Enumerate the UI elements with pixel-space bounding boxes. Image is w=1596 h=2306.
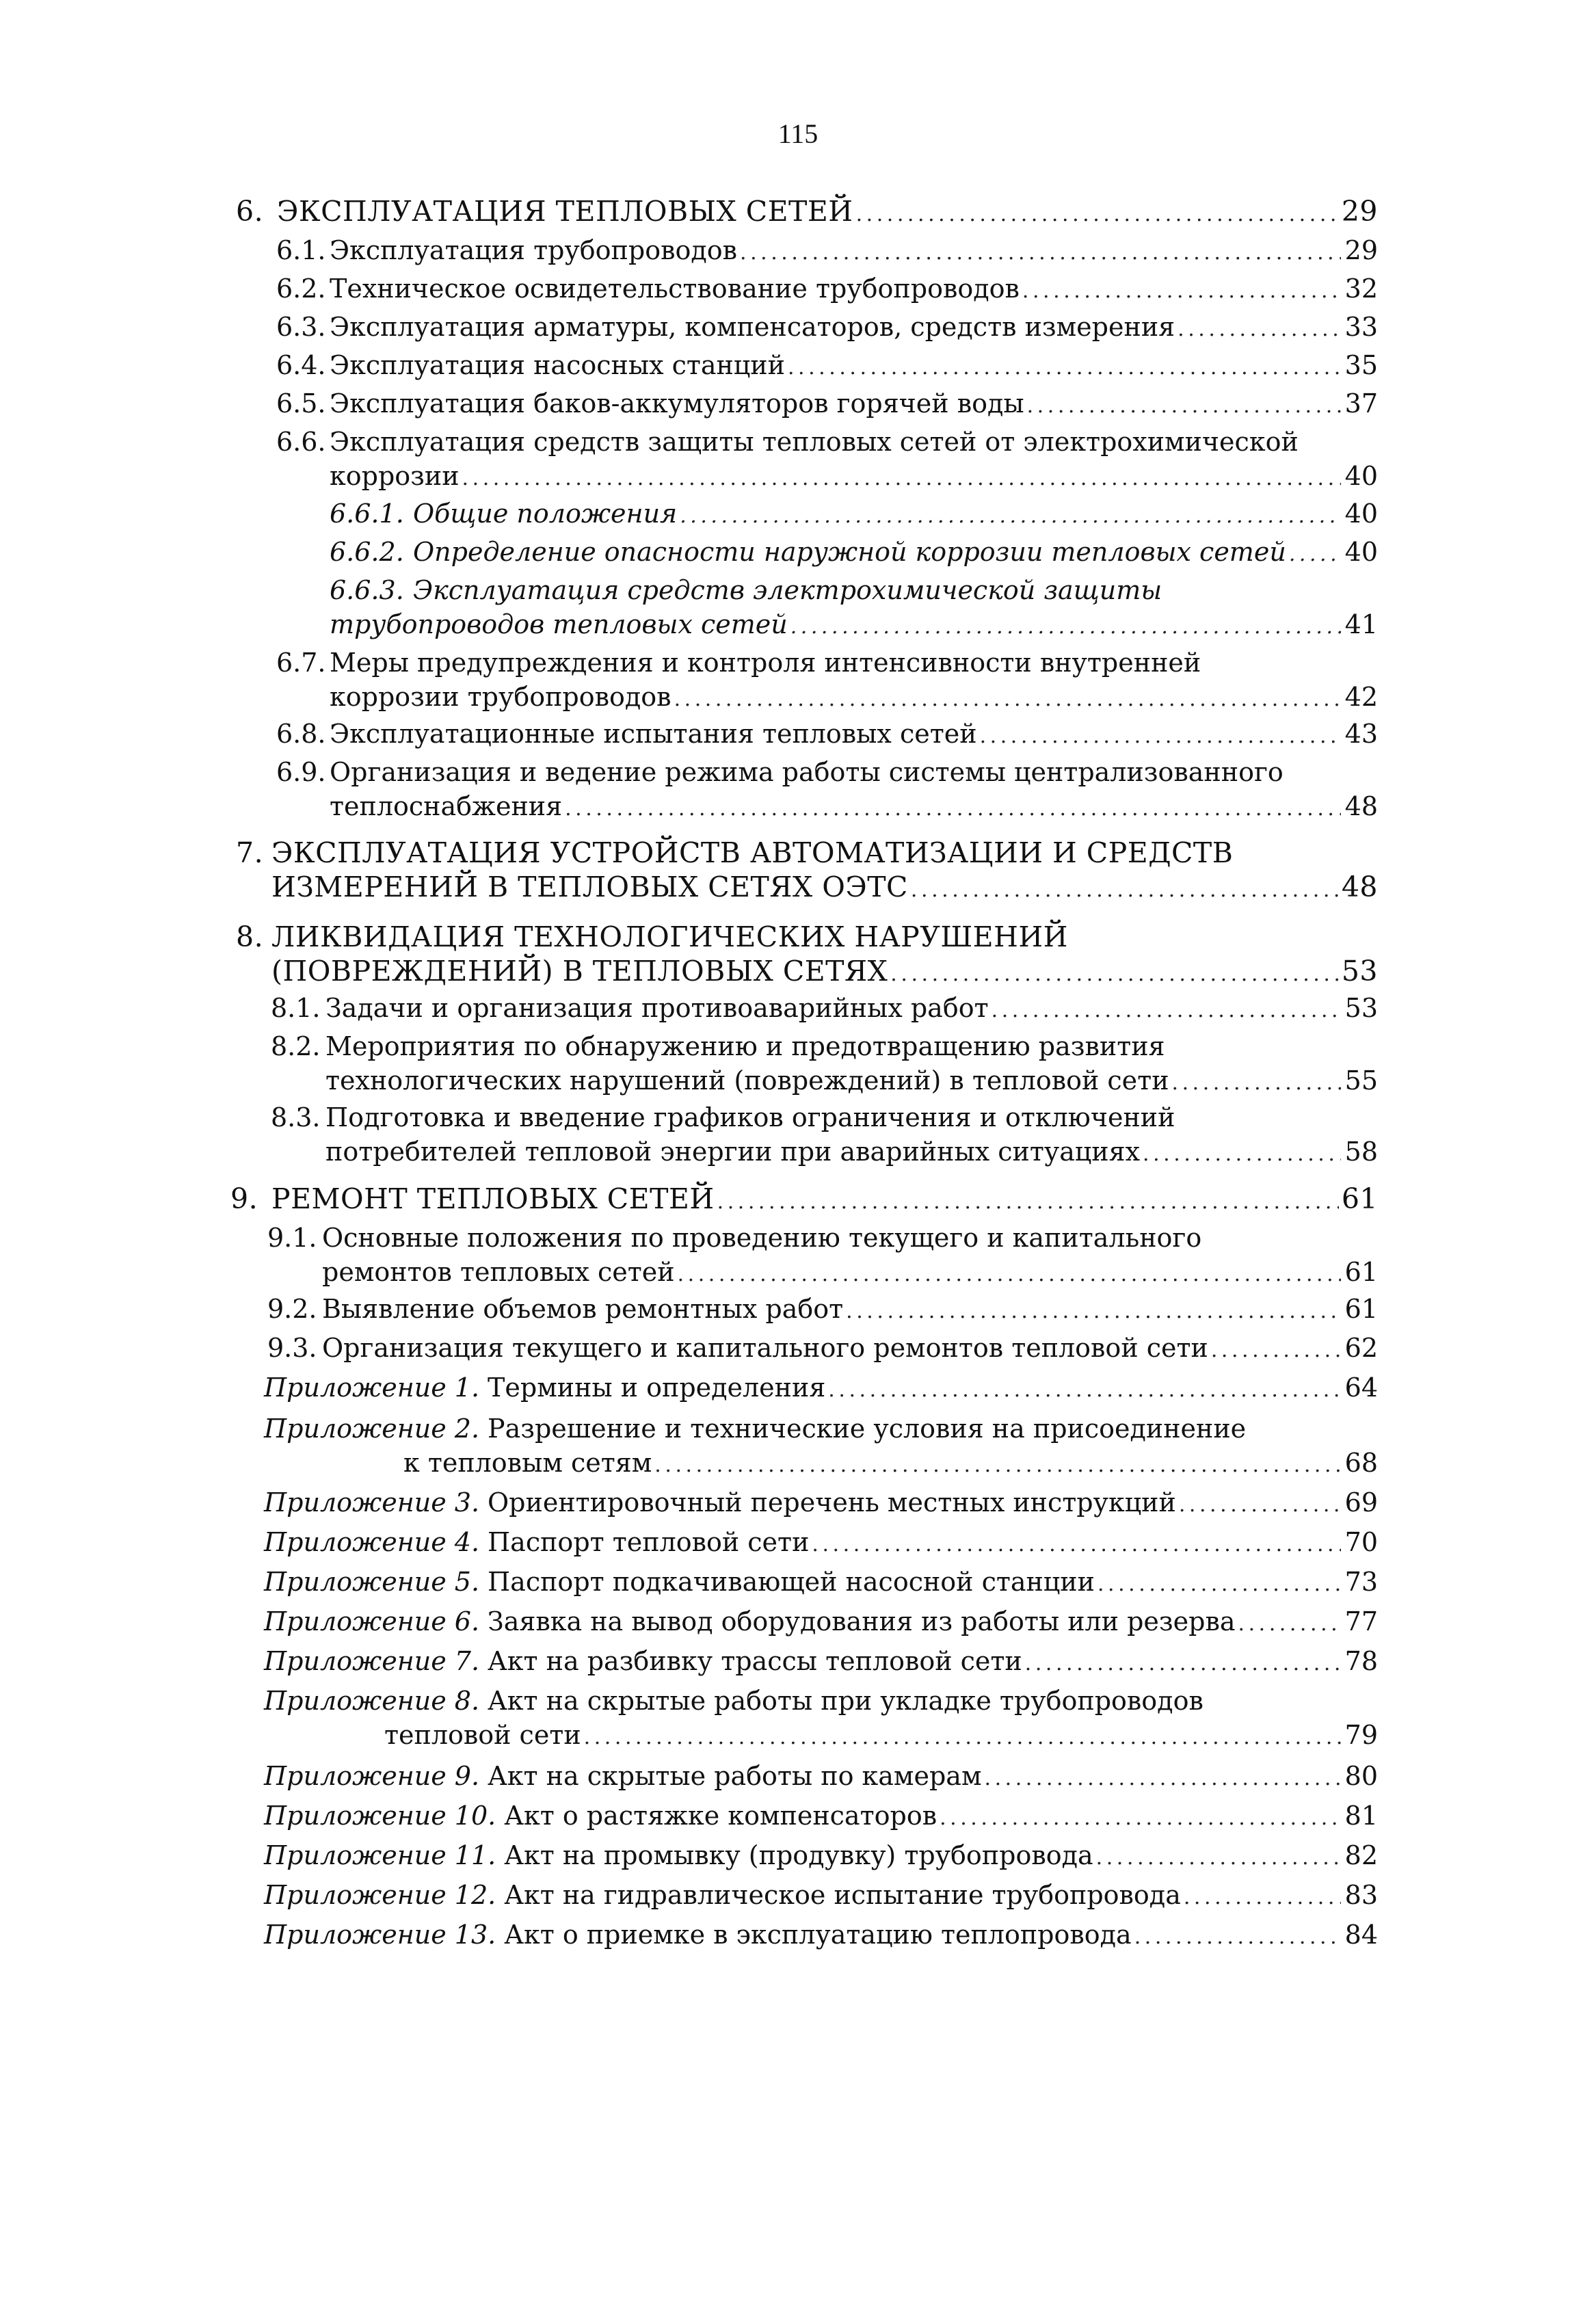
- item-number: 6.6.3.: [330, 575, 404, 605]
- dot-leader: [790, 610, 1341, 644]
- chapter-title-line1: ЭКСПЛУАТАЦИЯ УСТРОЙСТВ АВТОМАТИЗАЦИИ И СРЕДСТВ: [271, 836, 1234, 869]
- page-ref: 42: [1344, 682, 1378, 712]
- dot-leader: [584, 1721, 1341, 1755]
- page-ref: 69: [1344, 1487, 1378, 1518]
- item-number: 8.1.: [271, 993, 321, 1023]
- toc-appendix-9[interactable]: [264, 1759, 1378, 1796]
- item-title: Эксплуатация насосных станций: [330, 350, 785, 380]
- dot-leader: [674, 682, 1341, 717]
- item-title-line1: Основные положения по проведению текущего и капитального: [322, 1223, 1202, 1253]
- item-title: ремонтов тепловых сетей: [322, 1257, 675, 1287]
- toc-item-6-3[interactable]: [276, 310, 1378, 347]
- page-ref: 79: [1344, 1720, 1378, 1750]
- toc-appendix-13[interactable]: [264, 1918, 1378, 1954]
- item-title-line1: Организация и ведение режима работы системы централизованного: [330, 757, 1284, 787]
- dot-leader: [846, 1295, 1341, 1329]
- page-ref: 64: [1344, 1373, 1378, 1403]
- item-title: коррозии трубопроводов: [330, 682, 671, 712]
- dot-leader: [1238, 1607, 1342, 1641]
- toc-appendix-5[interactable]: [264, 1565, 1378, 1602]
- appendix-label: Приложение 3.: [264, 1487, 480, 1518]
- page-ref: 32: [1344, 274, 1378, 304]
- chapter-number: 6.: [236, 195, 264, 228]
- page-ref: 73: [1344, 1567, 1378, 1597]
- page-ref: 48: [1341, 871, 1378, 903]
- dot-leader: [828, 1373, 1341, 1407]
- appendix-title: Паспорт тепловой сети: [488, 1527, 810, 1557]
- appendix-title: Термины и определения: [488, 1373, 826, 1403]
- item-number: 6.3.: [276, 312, 326, 342]
- dot-leader: [1289, 538, 1341, 572]
- dot-leader: [1022, 274, 1341, 308]
- toc-item-6-1[interactable]: [276, 233, 1378, 270]
- item-title: технологических нарушений (повреждений) в тепловой сети: [325, 1065, 1169, 1096]
- item-number: 6.7.: [276, 648, 326, 678]
- page-ref: 41: [1344, 609, 1378, 639]
- dot-leader: [940, 1801, 1341, 1835]
- appendix-title: Заявка на вывод оборудования из работы или резерва: [488, 1606, 1236, 1636]
- appendix-label: Приложение 8.: [264, 1686, 480, 1716]
- appendix-label: Приложение 11.: [264, 1840, 496, 1870]
- toc-chapter-7[interactable]: [236, 836, 1378, 907]
- appendix-label: Приложение 2.: [264, 1414, 480, 1444]
- chapter-number: 7.: [236, 836, 264, 869]
- page-ref: 62: [1344, 1333, 1378, 1363]
- item-title: Задачи и организация противоаварийных работ: [325, 993, 989, 1023]
- page-ref: 53: [1344, 993, 1378, 1023]
- page-ref: 48: [1344, 791, 1378, 821]
- dot-leader: [911, 873, 1339, 907]
- appendix-title: Ориентировочный перечень местных инструкций: [488, 1487, 1176, 1518]
- item-number: 9.3.: [267, 1333, 317, 1363]
- page-ref: 29: [1341, 195, 1378, 228]
- toc-item-9-3[interactable]: [267, 1331, 1378, 1368]
- appendix-label: Приложение 6.: [264, 1606, 480, 1636]
- page-ref: 40: [1344, 461, 1378, 491]
- dot-leader: [680, 499, 1341, 533]
- toc-item-6-6-3[interactable]: [330, 573, 1378, 644]
- dot-leader: [740, 236, 1341, 270]
- appendix-title: Акт о растяжке компенсаторов: [504, 1801, 937, 1831]
- toc-appendix-11[interactable]: [264, 1838, 1378, 1875]
- dot-leader: [717, 1185, 1339, 1219]
- toc-item-6-9[interactable]: [276, 755, 1378, 826]
- dot-leader: [654, 1448, 1341, 1483]
- dot-leader: [788, 351, 1341, 385]
- item-number: 6.9.: [276, 757, 326, 787]
- appendix-label: Приложение 10.: [264, 1801, 496, 1831]
- item-title: потребителей тепловой энергии при аварийных ситуациях: [325, 1137, 1141, 1167]
- chapter-title: ИЗМЕРЕНИЙ В ТЕПЛОВЫХ СЕТЯХ ОЭТС: [271, 871, 908, 903]
- page-ref: 84: [1344, 1920, 1378, 1950]
- dot-leader: [856, 198, 1339, 232]
- item-title: Эксплуатация трубопроводов: [330, 235, 738, 265]
- toc-item-8-2[interactable]: [271, 1029, 1378, 1100]
- page-ref: 80: [1344, 1761, 1378, 1791]
- toc-item-9-1[interactable]: [267, 1221, 1378, 1292]
- page-ref: 61: [1344, 1294, 1378, 1324]
- toc-appendix-10[interactable]: [264, 1799, 1378, 1835]
- item-number: 8.2.: [271, 1031, 321, 1061]
- dot-leader: [565, 792, 1341, 826]
- toc-item-8-1[interactable]: [271, 991, 1378, 1028]
- page-ref: 33: [1344, 312, 1378, 342]
- item-number: 8.3.: [271, 1102, 321, 1132]
- toc-appendix-6[interactable]: [264, 1604, 1378, 1641]
- item-title: Эксплуатация баков-аккумуляторов горячей воды: [330, 388, 1024, 419]
- item-title: Эксплуатация арматуры, компенсаторов, средств измерения: [330, 312, 1175, 342]
- chapter-number: 9.: [230, 1182, 258, 1215]
- item-number: 9.2.: [267, 1294, 317, 1324]
- appendix-title: Паспорт подкачивающей насосной станции: [488, 1567, 1095, 1597]
- item-number: 6.4.: [276, 350, 326, 380]
- item-number: 6.6.1.: [330, 499, 404, 529]
- dot-leader: [1179, 1488, 1341, 1522]
- item-title-line1: Подготовка и введение графиков ограничения и отключений: [325, 1102, 1175, 1132]
- appendix-label: Приложение 1.: [264, 1373, 480, 1403]
- appendix-label: Приложение 5.: [264, 1567, 480, 1597]
- page-ref: 61: [1341, 1182, 1378, 1215]
- item-title-line1: Эксплуатация средств защиты тепловых сетей от электрохимической: [330, 427, 1299, 457]
- toc-chapter-8[interactable]: [236, 920, 1378, 992]
- dot-leader: [678, 1258, 1341, 1292]
- item-number: 6.8.: [276, 719, 326, 749]
- dot-leader: [890, 957, 1339, 992]
- page-ref: 35: [1344, 350, 1378, 380]
- appendix-title: Акт на промывку (продувку) трубопровода: [504, 1840, 1093, 1870]
- dot-leader: [1134, 1920, 1341, 1954]
- dot-leader: [1143, 1137, 1341, 1171]
- toc-item-9-2[interactable]: [267, 1292, 1378, 1329]
- appendix-title: тепловой сети: [384, 1720, 581, 1750]
- toc-item-6-4[interactable]: [276, 348, 1378, 385]
- page-ref: 61: [1344, 1257, 1378, 1287]
- toc-appendix-12[interactable]: [264, 1878, 1378, 1915]
- toc-item-6-6[interactable]: [276, 425, 1378, 496]
- appendix-label: Приложение 7.: [264, 1646, 480, 1676]
- item-title: Выявление объемов ремонтных работ: [322, 1294, 844, 1324]
- item-number: 6.1.: [276, 235, 326, 265]
- chapter-title: РЕМОНТ ТЕПЛОВЫХ СЕТЕЙ: [271, 1182, 715, 1215]
- dot-leader: [1098, 1567, 1341, 1602]
- toc-appendix-1[interactable]: [264, 1370, 1378, 1407]
- page-ref: 83: [1344, 1880, 1378, 1910]
- dot-leader: [985, 1762, 1341, 1796]
- appendix-label: Приложение 4.: [264, 1527, 480, 1557]
- appendix-title: Акт на скрытые работы по камерам: [488, 1761, 982, 1791]
- page-ref: 53: [1341, 955, 1378, 988]
- item-title: Организация текущего и капитального ремонтов тепловой сети: [322, 1333, 1208, 1363]
- item-title: Техническое освидетельствование трубопроводов: [330, 274, 1020, 304]
- toc-item-6-6-1[interactable]: [330, 496, 1378, 533]
- page-number: 115: [777, 118, 819, 149]
- dot-leader: [1172, 1066, 1341, 1100]
- item-title: теплоснабжения: [330, 791, 563, 821]
- page-ref: 82: [1344, 1840, 1378, 1870]
- item-title: трубопроводов тепловых сетей: [330, 609, 788, 639]
- chapter-number: 8.: [236, 920, 264, 953]
- appendix-title-line1: Акт на скрытые работы при укладке трубопроводов: [488, 1686, 1203, 1716]
- chapter-title: (ПОВРЕЖДЕНИЙ) В ТЕПЛОВЫХ СЕТЯХ: [271, 955, 888, 988]
- page-ref: 70: [1344, 1527, 1378, 1557]
- page-ref: 78: [1344, 1646, 1378, 1676]
- dot-leader: [1027, 389, 1341, 423]
- toc-item-6-7[interactable]: [276, 646, 1378, 717]
- item-number: 6.2.: [276, 274, 326, 304]
- chapter-title-line1: ЛИКВИДАЦИЯ ТЕХНОЛОГИЧЕСКИХ НАРУШЕНИЙ: [271, 920, 1068, 953]
- page-ref: 37: [1344, 388, 1378, 419]
- dot-leader: [812, 1528, 1341, 1562]
- item-title-line1: Эксплуатация средств электрохимической защиты: [413, 575, 1162, 605]
- page-ref: 29: [1344, 235, 1378, 265]
- toc-item-6-6-2[interactable]: [330, 535, 1378, 572]
- dot-leader: [1211, 1334, 1341, 1368]
- toc-item-6-5[interactable]: [276, 386, 1378, 423]
- dot-leader: [1025, 1647, 1341, 1681]
- page-ref: 81: [1344, 1801, 1378, 1831]
- item-title: Эксплуатационные испытания тепловых сетей: [330, 719, 977, 749]
- appendix-label: Приложение 13.: [264, 1920, 496, 1950]
- appendix-title-line1: Разрешение и технические условия на присоединение: [488, 1414, 1247, 1444]
- item-title: коррозии: [330, 461, 460, 491]
- appendix-title: Акт на разбивку трассы тепловой сети: [488, 1646, 1022, 1676]
- item-number: 6.6.: [276, 427, 326, 457]
- page-ref: 40: [1344, 537, 1378, 567]
- appendix-title: к тепловым сетям: [403, 1448, 652, 1478]
- item-number: 9.1.: [267, 1223, 317, 1253]
- toc-item-6-8[interactable]: [276, 717, 1378, 754]
- item-title-line1: Мероприятия по обнаружению и предотвращению развития: [325, 1031, 1165, 1061]
- dot-leader: [462, 462, 1341, 496]
- item-title-line1: Меры предупреждения и контроля интенсивности внутренней: [330, 648, 1201, 678]
- toc-item-6-2[interactable]: [276, 271, 1378, 308]
- toc-appendix-3[interactable]: [264, 1485, 1378, 1522]
- item-number: 6.6.2.: [330, 537, 404, 567]
- dot-leader: [992, 994, 1341, 1028]
- appendix-title: Акт на гидравлическое испытание трубопровода: [504, 1880, 1181, 1910]
- toc-chapter-6[interactable]: [236, 194, 1378, 232]
- page-ref: 68: [1344, 1448, 1378, 1478]
- page-ref: 58: [1344, 1137, 1378, 1167]
- dot-leader: [1184, 1881, 1341, 1915]
- page-ref: 40: [1344, 499, 1378, 529]
- dot-leader: [1178, 313, 1341, 347]
- toc-appendix-2[interactable]: [264, 1412, 1378, 1483]
- toc-appendix-7[interactable]: [264, 1644, 1378, 1681]
- item-title: Определение опасности наружной коррозии тепловых сетей: [413, 537, 1286, 567]
- appendix-label: Приложение 9.: [264, 1761, 480, 1791]
- dot-leader: [980, 719, 1341, 754]
- page-ref: 55: [1344, 1065, 1378, 1096]
- page-ref: 43: [1344, 719, 1378, 749]
- toc-item-8-3[interactable]: [271, 1100, 1378, 1171]
- toc-chapter-9[interactable]: [230, 1182, 1378, 1219]
- page-ref: 77: [1344, 1606, 1378, 1636]
- item-title: Общие положения: [413, 499, 678, 529]
- toc-appendix-8[interactable]: [264, 1684, 1378, 1755]
- dot-leader: [1096, 1841, 1341, 1875]
- item-number: 6.5.: [276, 388, 326, 419]
- appendix-label: Приложение 12.: [264, 1880, 496, 1910]
- chapter-title: ЭКСПЛУАТАЦИЯ ТЕПЛОВЫХ СЕТЕЙ: [277, 195, 853, 228]
- appendix-title: Акт о приемке в эксплуатацию теплопровода: [504, 1920, 1132, 1950]
- toc-appendix-4[interactable]: [264, 1525, 1378, 1562]
